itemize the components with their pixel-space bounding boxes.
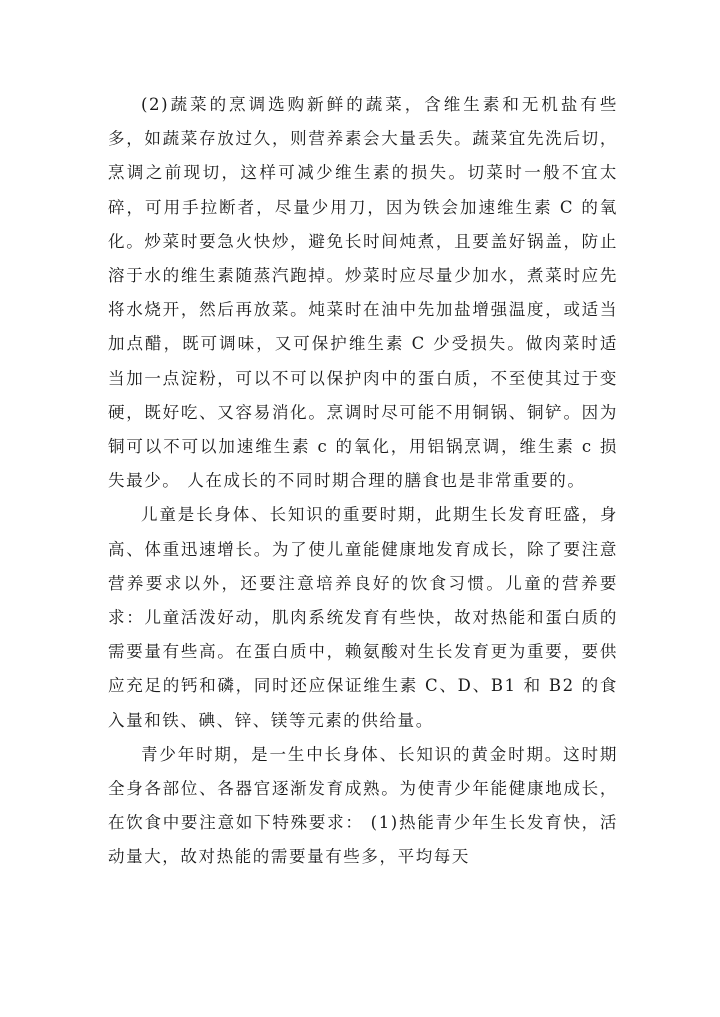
document-body <box>108 88 618 875</box>
paragraph-vegetable-cooking: (2)蔬菜的烹调选购新鲜的蔬菜，含维生素和无机盐有些多，如蔬菜存放过久，则营养素会大量丢失。蔬菜宜先洗后切，烹调之前现切，这样可减少维生素的损失。切菜时一般不宜太碎，可用手拉断者，尽量少用刀，因为铁会加速维生素 C 的氧化。炒菜时要急火快炒，避免长时间炖煮，且要盖好锅盖，防止溶于水的维生素随蒸汽跑掉。炒菜时应尽量少加水，煮菜时应先将水烧开，然后再放菜。炖菜时在油中先加盐增强温度，或适当加点醋，既可调味，又可保护维生素 C 少受损失。做肉菜时适当加一点淀粉，可以不可以保护肉中的蛋白质，不至使其过于变硬，既好吃、又容易消化。烹调时尽可能不用铜锅、铜铲。因为铜可以不可以加速维生素 c 的氧化，用铝锅烹调，维生素 c 损失最少。 人在成长的不同时期合理的膳食也是非常重要的。 <box>108 95 618 491</box>
paragraph-children-nutrition: 儿童是长身体、长知识的重要时期，此期生长发育旺盛，身高、体重迅速增长。为了使儿童能健康地发育成长，除了要注意营养要求以外，还要注意培养良好的饮食习惯。儿童的营养要求：儿童活泼好动，肌肉系统发育有些快，故对热能和蛋白质的需要量有些高。在蛋白质中，赖氨酸对生长发育更为重要，要供应充足的钙和磷，同时还应保证维生素 C、D、B1 和 B2 的食入量和铁、碘、锌、镁等元素的供给量。 <box>108 505 618 730</box>
paragraph-adolescent-nutrition: 青少年时期，是一生中长身体、长知识的黄金时期。这时期全身各部位、各器官逐渐发育成熟。为使青少年能健康地成长，在饮食中要注意如下特殊要求： (1)热能青少年生长发育快，活动量大，故对热能的需要量有些多，平均每天 <box>108 744 618 867</box>
